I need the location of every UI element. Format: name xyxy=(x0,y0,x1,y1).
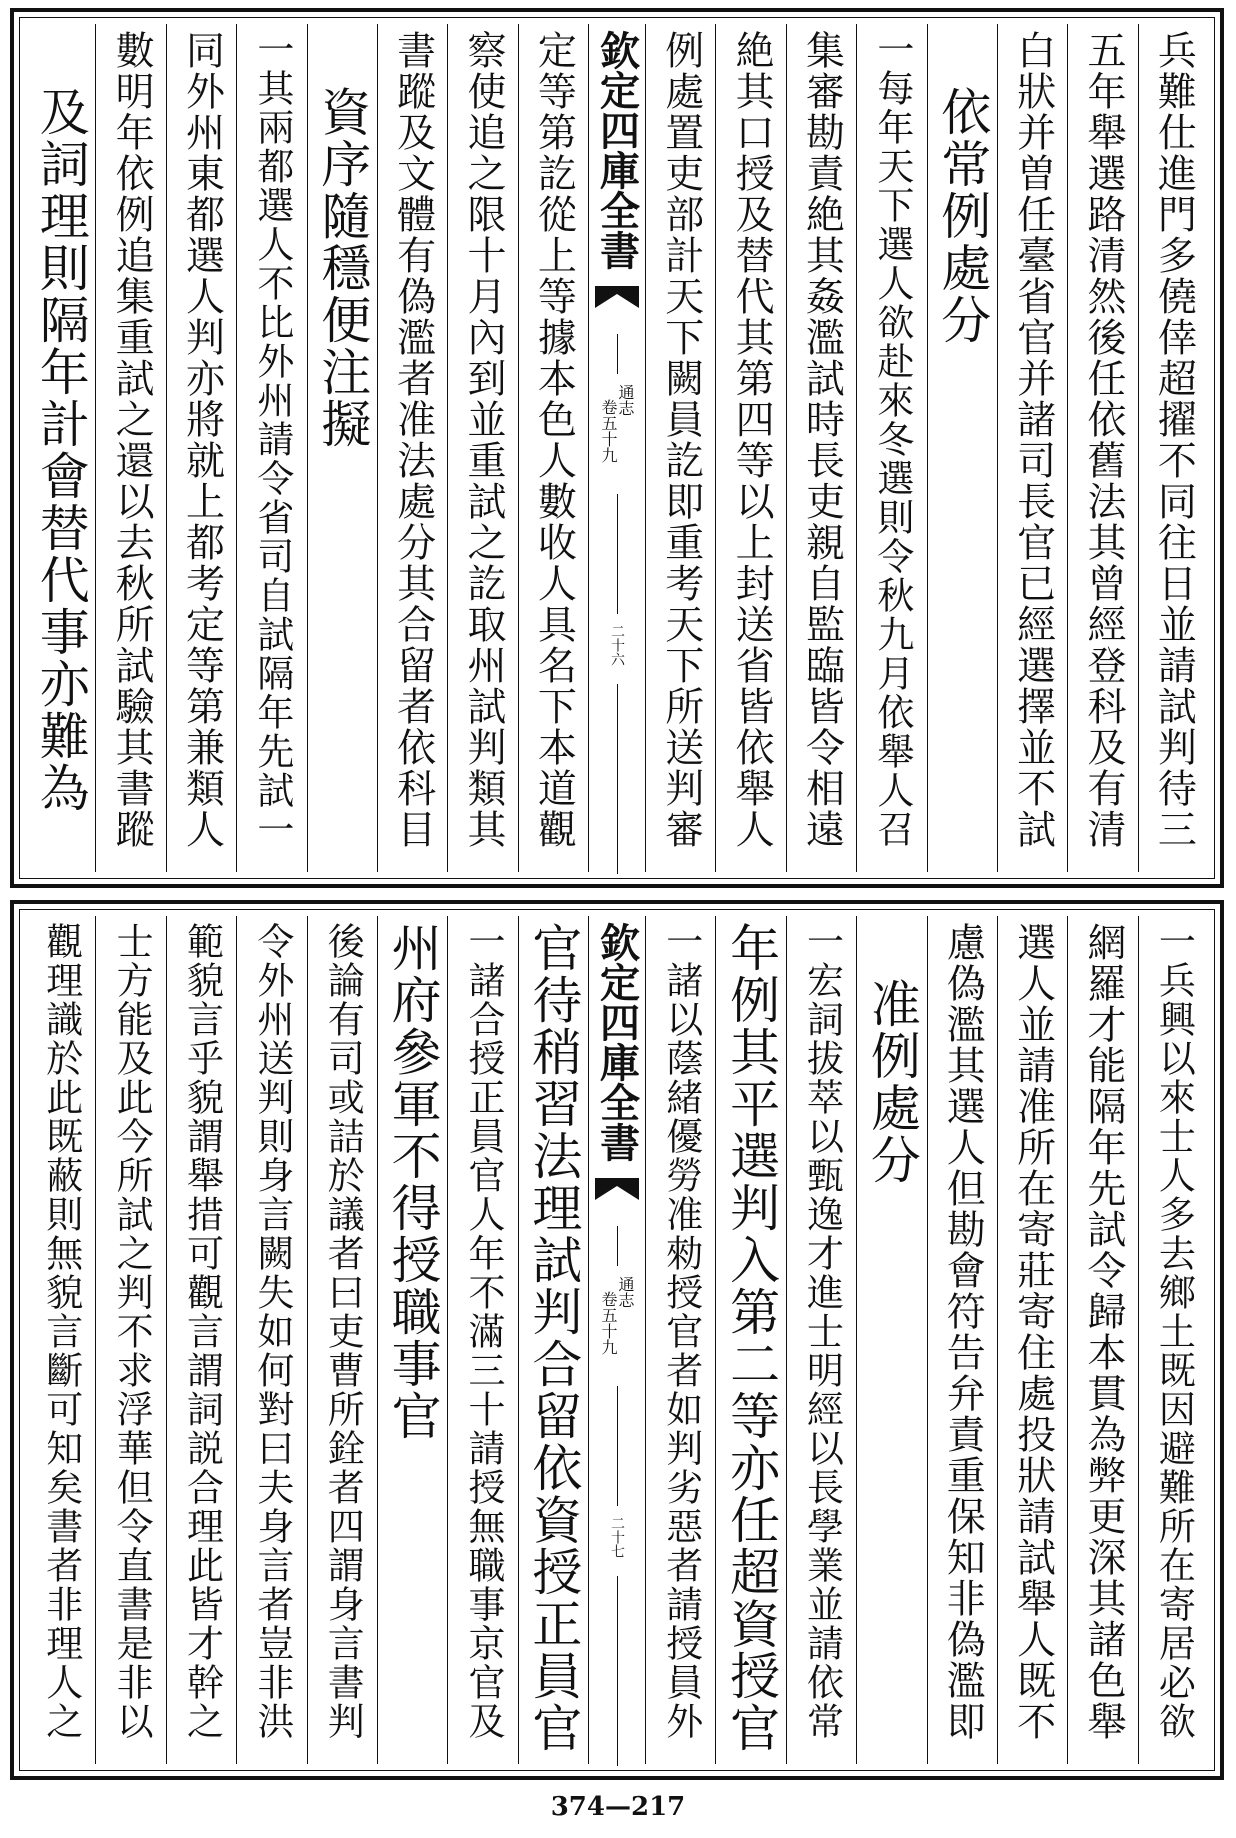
text-column xyxy=(645,24,715,872)
upper-page-columns xyxy=(26,24,1208,872)
banner-rule xyxy=(617,684,618,874)
column-text: 兵難仕進門多僥倖超擢不同往日並請試判待三 xyxy=(1151,30,1197,850)
text-column xyxy=(645,916,715,1764)
column-text: 後論有司或詰於議者曰吏曹所銓者四謂身言書判 xyxy=(321,922,365,1741)
leaf-number: 二十七 xyxy=(609,1516,625,1558)
text-column xyxy=(26,916,95,1764)
column-text: 一諸合授正員官人年不滿三十請授無職事京官及 xyxy=(461,922,505,1741)
text-column xyxy=(786,916,856,1764)
text-column xyxy=(166,24,236,872)
column-text: 數明年依例追集重試之還以去秋所試驗其書蹤 xyxy=(109,30,155,850)
column-text: 五年舉選路清然後任依舊法其曾經登科及有清 xyxy=(1080,30,1126,850)
column-text: 絶其口授及替代其第四等以上封送省皆依舉人 xyxy=(729,30,775,850)
column-text: 集審勘責絶其姦濫試時長吏親自監臨皆令相遠 xyxy=(799,30,845,850)
text-column xyxy=(166,916,236,1764)
text-column xyxy=(1138,24,1208,872)
page-number-footer: 374—217 xyxy=(550,1792,686,1822)
column-text: 令外州送判則身言闕失如何對曰夫身言者豈非洪 xyxy=(250,922,294,1741)
lower-page xyxy=(10,900,1224,1780)
text-column xyxy=(447,24,517,872)
text-column xyxy=(1067,24,1137,872)
text-column xyxy=(447,916,517,1764)
fish-tail-mark-icon xyxy=(595,286,639,326)
text-column xyxy=(715,24,785,872)
book-title: 欽定四庫全書 xyxy=(593,30,641,270)
volume-number: 卷五十九 xyxy=(599,1291,618,1355)
text-column xyxy=(377,916,447,1764)
text-column xyxy=(856,916,926,1764)
column-text: 慮偽濫其選人但勘會符告弁責重保知非偽濫即 xyxy=(940,922,986,1742)
column-text: 依常例處分 xyxy=(933,86,992,346)
column-text: 年例其平選判入第二等亦任超資授官 xyxy=(722,922,781,1754)
column-text: 網羅才能隔年先試令歸本貫為弊更深其諸色舉 xyxy=(1080,922,1126,1742)
fish-tail-mark-icon xyxy=(595,1178,639,1218)
book-title: 欽定四庫全書 xyxy=(593,922,641,1162)
leaf-number: 二十六 xyxy=(609,624,625,666)
text-column xyxy=(715,916,785,1764)
column-text: 士方能及此今所試之判不求浮華但令直書是非以 xyxy=(110,922,154,1741)
banner-rule xyxy=(617,494,618,614)
column-text: 一兵興以來士人多去鄉土既因避難所在寄居必欲 xyxy=(1152,922,1196,1741)
text-column xyxy=(236,24,306,872)
text-column xyxy=(786,24,856,872)
text-column xyxy=(518,916,588,1764)
center-banner xyxy=(588,24,645,872)
text-column xyxy=(377,24,447,872)
column-text: 官待稍習法理試判合留依資授正員官 xyxy=(524,922,583,1754)
text-column xyxy=(927,24,997,872)
banner-rule xyxy=(617,334,618,374)
column-text: 及詞理則隔年計會替代事亦難為 xyxy=(31,86,90,814)
banner-rule xyxy=(617,1576,618,1766)
column-text: 同外州東都選人判亦將就上都考定等第兼類人 xyxy=(179,30,225,850)
text-column xyxy=(1138,916,1208,1764)
column-text: 一其兩都選人不比外州請令省司自試隔年先試一 xyxy=(250,30,294,849)
column-text: 一每年天下選人欲赴來冬選則令秋九月依舉人召 xyxy=(870,30,914,849)
book-name: 通志 xyxy=(616,1276,635,1308)
lower-page-columns xyxy=(26,916,1208,1764)
column-text: 觀理識於此既蔽則無貌言斷可知矣書者非理人之 xyxy=(39,922,83,1741)
upper-page xyxy=(10,8,1224,888)
column-text: 例處置吏部計天下闕員訖即重考天下所送判審 xyxy=(658,30,704,850)
text-column xyxy=(997,24,1067,872)
banner-rule xyxy=(617,1226,618,1266)
text-column xyxy=(95,24,165,872)
text-column xyxy=(236,916,306,1764)
banner-rule xyxy=(617,1386,618,1506)
text-column xyxy=(1067,916,1137,1764)
text-column xyxy=(95,916,165,1764)
column-text: 定等第訖從上等據本色人數收人具名下本道觀 xyxy=(531,30,577,850)
text-column xyxy=(518,24,588,872)
column-text: 一諸以蔭緒優勞准勑授官者如判劣惡者請授員外 xyxy=(659,922,703,1741)
book-name: 通志 xyxy=(616,384,635,416)
column-text: 選人並請准所在寄莊寄住處投狀請試舉人既不 xyxy=(1010,922,1056,1742)
column-text: 資序隨穩便注擬 xyxy=(313,86,372,450)
column-text: 准例處分 xyxy=(862,978,921,1186)
center-banner xyxy=(588,916,645,1764)
column-text: 範貌言乎貌謂舉措可觀言謂詞説合理此皆才幹之 xyxy=(180,922,224,1741)
text-column xyxy=(927,916,997,1764)
volume-number: 卷五十九 xyxy=(599,399,618,463)
column-text: 察使追之限十月內到並重試之訖取州試判類其 xyxy=(460,30,506,850)
column-text: 州府參軍不得授職事官 xyxy=(383,922,442,1442)
text-column xyxy=(856,24,926,872)
text-column xyxy=(997,916,1067,1764)
column-text: 白狀并曽任臺省官并諸司長官已經選擇並不試 xyxy=(1010,30,1056,850)
text-column xyxy=(307,916,377,1764)
column-text: 一宏詞拔萃以甄逸才進士明經以長學業並請依常 xyxy=(800,922,844,1741)
text-column xyxy=(26,24,95,872)
column-text: 書蹤及文體有偽濫者准法處分其合留者依科目 xyxy=(390,30,436,850)
text-column xyxy=(307,24,377,872)
